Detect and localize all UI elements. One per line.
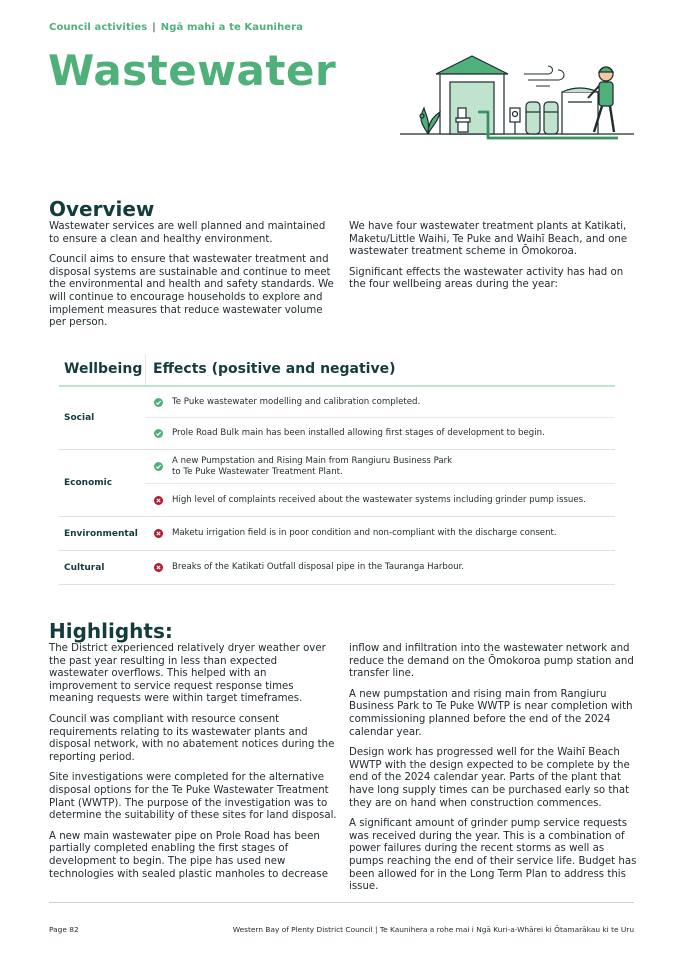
effect-text: Breaks of the Katikati Outfall disposal pipe in the Tauranga Harbour. (172, 562, 465, 572)
paragraph: Site investigations were completed for the alternative disposal options for the Te Puke Wastewater Treatment Plant (WWTP). The purpose of the investigation was to determine the suitability of these sites for land disposal. (49, 772, 337, 822)
breadcrumb (49, 22, 303, 33)
column-header-wellbeing: Wellbeing (64, 361, 143, 377)
cross-circle-icon (154, 563, 163, 572)
overview-heading: Overview (49, 197, 155, 221)
breadcrumb-maori: Ngā mahi a te Kaunihera (160, 22, 304, 33)
table-row (145, 418, 615, 449)
paragraph: A new pumpstation and rising main from Rangiuru Business Park to Te Puke WWTP is near completion with commissioning planned before the end of the 2024 calendar year. (349, 688, 633, 738)
paragraph: A new main wastewater pipe on Prole Road has been partially completed enabling the first stages of development to begin. The pipe has used new technologies with sealed plastic manholes to decrease (49, 830, 328, 880)
footer-organisation: Western Bay of Plenty District Council | Te Kaunihera a rohe mai i Ngā Kuri-a-Whārei ki Ōtamarākau ki te Uru (232, 925, 634, 934)
table-row (145, 484, 615, 516)
table-group-social (59, 387, 615, 450)
wastewater-illustration (398, 52, 636, 144)
page-number: Page 82 (49, 925, 79, 934)
effect-text: Prole Road Bulk main has been installed allowing first stages of development to begin. (172, 428, 545, 438)
check-circle-icon (154, 462, 163, 471)
effect-text: Te Puke wastewater modelling and calibration completed. (172, 396, 421, 407)
wind-icon (524, 66, 564, 86)
paragraph: A significant amount of grinder pump service requests was received during the year. This is a combination of power failures during the recent storms as well as pumps reaching the end of their service life. Budget has been allowed for in the Long Term Plan to address this issue. (349, 818, 637, 893)
paragraph: Significant effects the wastewater activity has had on the four wellbeing areas during the year: (349, 266, 624, 291)
paragraph: Council was compliant with resource consent requirements relating to its wastewater plants and disposal network, with no abatement notices during the reporting period. (49, 713, 335, 763)
effect-text: A new Pumpstation and Rising Main from Rangiuru Business Park to Te Puke Wastewater Treatment Plant. (172, 455, 453, 477)
table-header (59, 355, 615, 387)
table-group-environmental (59, 517, 615, 551)
overview-right-column (349, 221, 639, 300)
check-circle-icon (154, 398, 163, 407)
treatment-building (562, 92, 598, 134)
paragraph: Design work has progressed well for the Waihī Beach WWTP with the design expected to be complete by the end of the 2024 calendar year. Parts of the plant that have long supply times can be purchased early so that they are on hand when construction commences. (349, 747, 630, 809)
paragraph: We have four wastewater treatment plants at Katikati, Maketu/Little Waihi, Te Puke and Waihī Beach, and one wastewater treatment scheme in Ōmokoroa. (349, 221, 628, 258)
page-title: Wastewater (48, 46, 337, 95)
paragraph: Wastewater services are well planned and maintained to ensure a clean and healthy environment. (49, 221, 326, 245)
paragraph: inflow and infiltration into the wastewater network and reduce the demand on the Ōmokoroa pump station and transfer line. (349, 643, 634, 680)
breadcrumb-english: Council activities (49, 22, 148, 33)
plant-icon (421, 108, 440, 134)
highlights-heading: Highlights: (49, 619, 173, 643)
column-header-effects: Effects (positive and negative) (153, 361, 396, 377)
effect-text: Maketu irrigation field is in poor condition and non-compliant with the discharge consent. (172, 528, 557, 538)
toilet-icon (456, 118, 470, 132)
wellbeing-label: Cultural (64, 562, 105, 573)
table-row (145, 387, 615, 418)
table-group-cultural (59, 551, 615, 585)
footer-divider (49, 902, 634, 903)
table-row (145, 450, 615, 484)
tank-icon (526, 102, 540, 134)
table-group-economic (59, 450, 615, 517)
shed-roof (436, 56, 508, 74)
highlights-left-column (49, 643, 337, 889)
table-row (145, 517, 615, 550)
overview-left-column (49, 221, 334, 338)
wellbeing-label: Environmental (64, 528, 138, 539)
effect-text: High level of complaints received about the wastewater systems including grinder pump issues. (172, 494, 586, 505)
cross-circle-icon (154, 496, 163, 505)
wellbeing-label: Social (64, 413, 95, 423)
wellbeing-label: Economic (64, 478, 113, 488)
wellbeing-table (59, 355, 615, 585)
paragraph: Council aims to ensure that wastewater treatment and disposal systems are sustainable and continue to meet the environmental and health and safety standards. We will continue to encourage households to explore and implement measures that reduce wastewater volume per person. (49, 254, 334, 329)
paragraph: The District experienced relatively dryer weather over the past year resulting in less than expected wastewater overflows. This helped with an improvement to service request response times meaning requests were within target timeframes. (49, 643, 326, 705)
cross-circle-icon (154, 529, 163, 538)
highlights-right-column (349, 643, 641, 902)
check-circle-icon (154, 429, 163, 438)
table-row (145, 551, 615, 584)
breadcrumb-separator: | (152, 22, 156, 33)
meter-icon (510, 108, 520, 122)
